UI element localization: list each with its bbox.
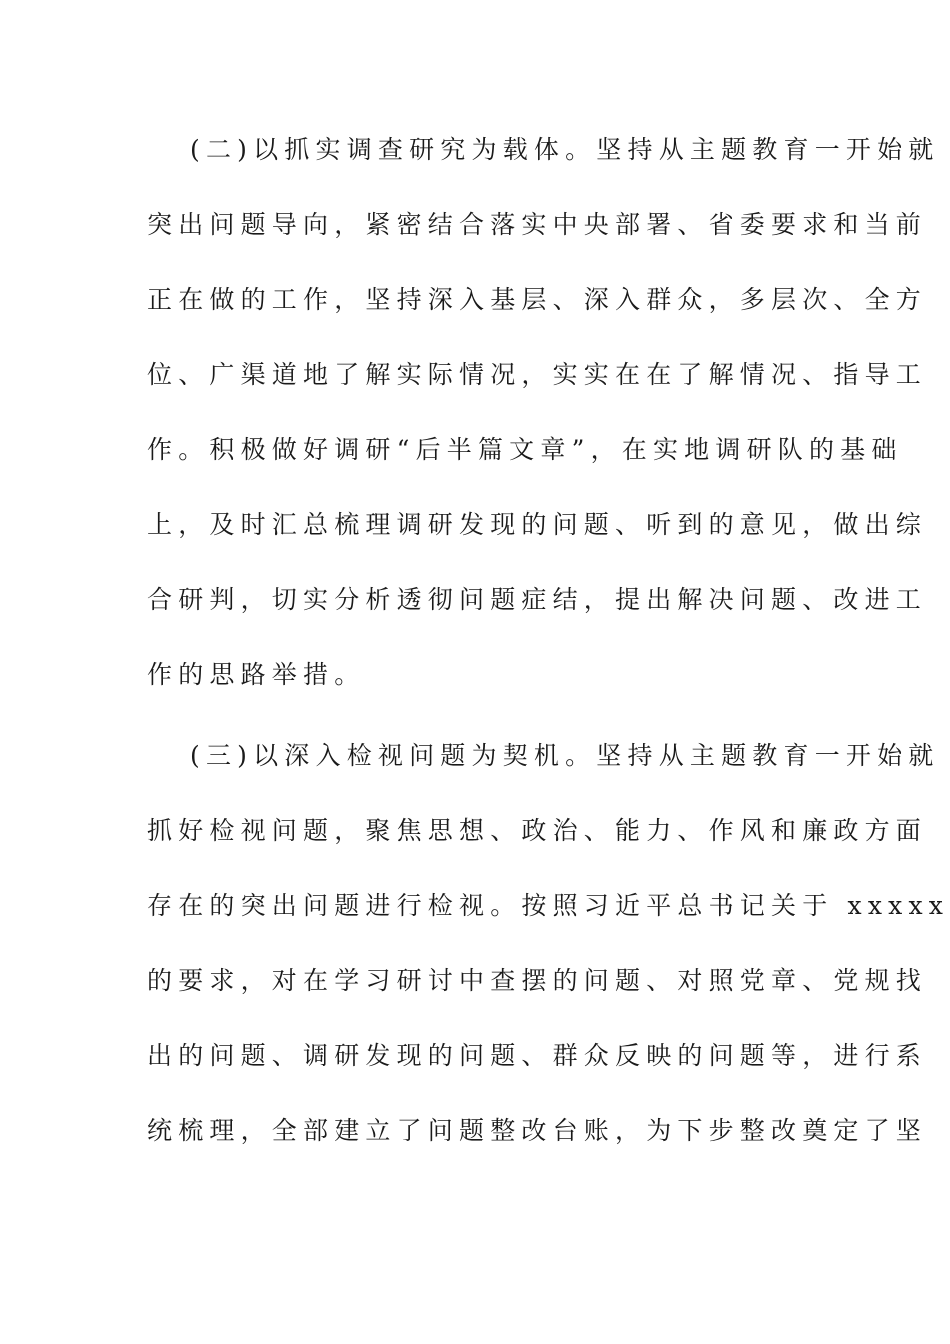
paragraph-line: 抓好检视问题，聚焦思想、政治、能力、作风和廉政方面: [147, 816, 928, 845]
paragraph-line: (二)以抓实调查研究为载体。坚持从主题教育一开始就: [190, 135, 940, 164]
paragraph-line: 统梳理，全部建立了问题整改台账，为下步整改奠定了坚: [147, 1116, 928, 1145]
paragraph-line: 作的思路举措。: [147, 660, 366, 689]
paragraph-line: 出的问题、调研发现的问题、群众反映的问题等，进行系: [147, 1041, 928, 1070]
paragraph-line: 作。积极做好调研“后半篇文章”，在实地调研队的基础: [147, 435, 903, 464]
paragraph-line: 合研判，切实分析透彻问题症结，提出解决问题、改进工: [147, 585, 928, 614]
paragraph-line: 存在的突出问题进行检视。按照习近平总书记关于 xxxxx: [147, 891, 950, 920]
paragraph-line: 的要求，对在学习研讨中查摆的问题、对照党章、党规找: [147, 966, 928, 995]
paragraph-line: 正在做的工作，坚持深入基层、深入群众，多层次、全方: [147, 285, 928, 314]
paragraph-line: 上，及时汇总梳理调研发现的问题、听到的意见，做出综: [147, 510, 928, 539]
paragraph-line: 突出问题导向，紧密结合落实中央部署、省委要求和当前: [147, 210, 928, 239]
paragraph-line: 位、广渠道地了解实际情况，实实在在了解情况、指导工: [147, 360, 928, 389]
paragraph-line: (三)以深入检视问题为契机。坚持从主题教育一开始就: [190, 741, 940, 770]
